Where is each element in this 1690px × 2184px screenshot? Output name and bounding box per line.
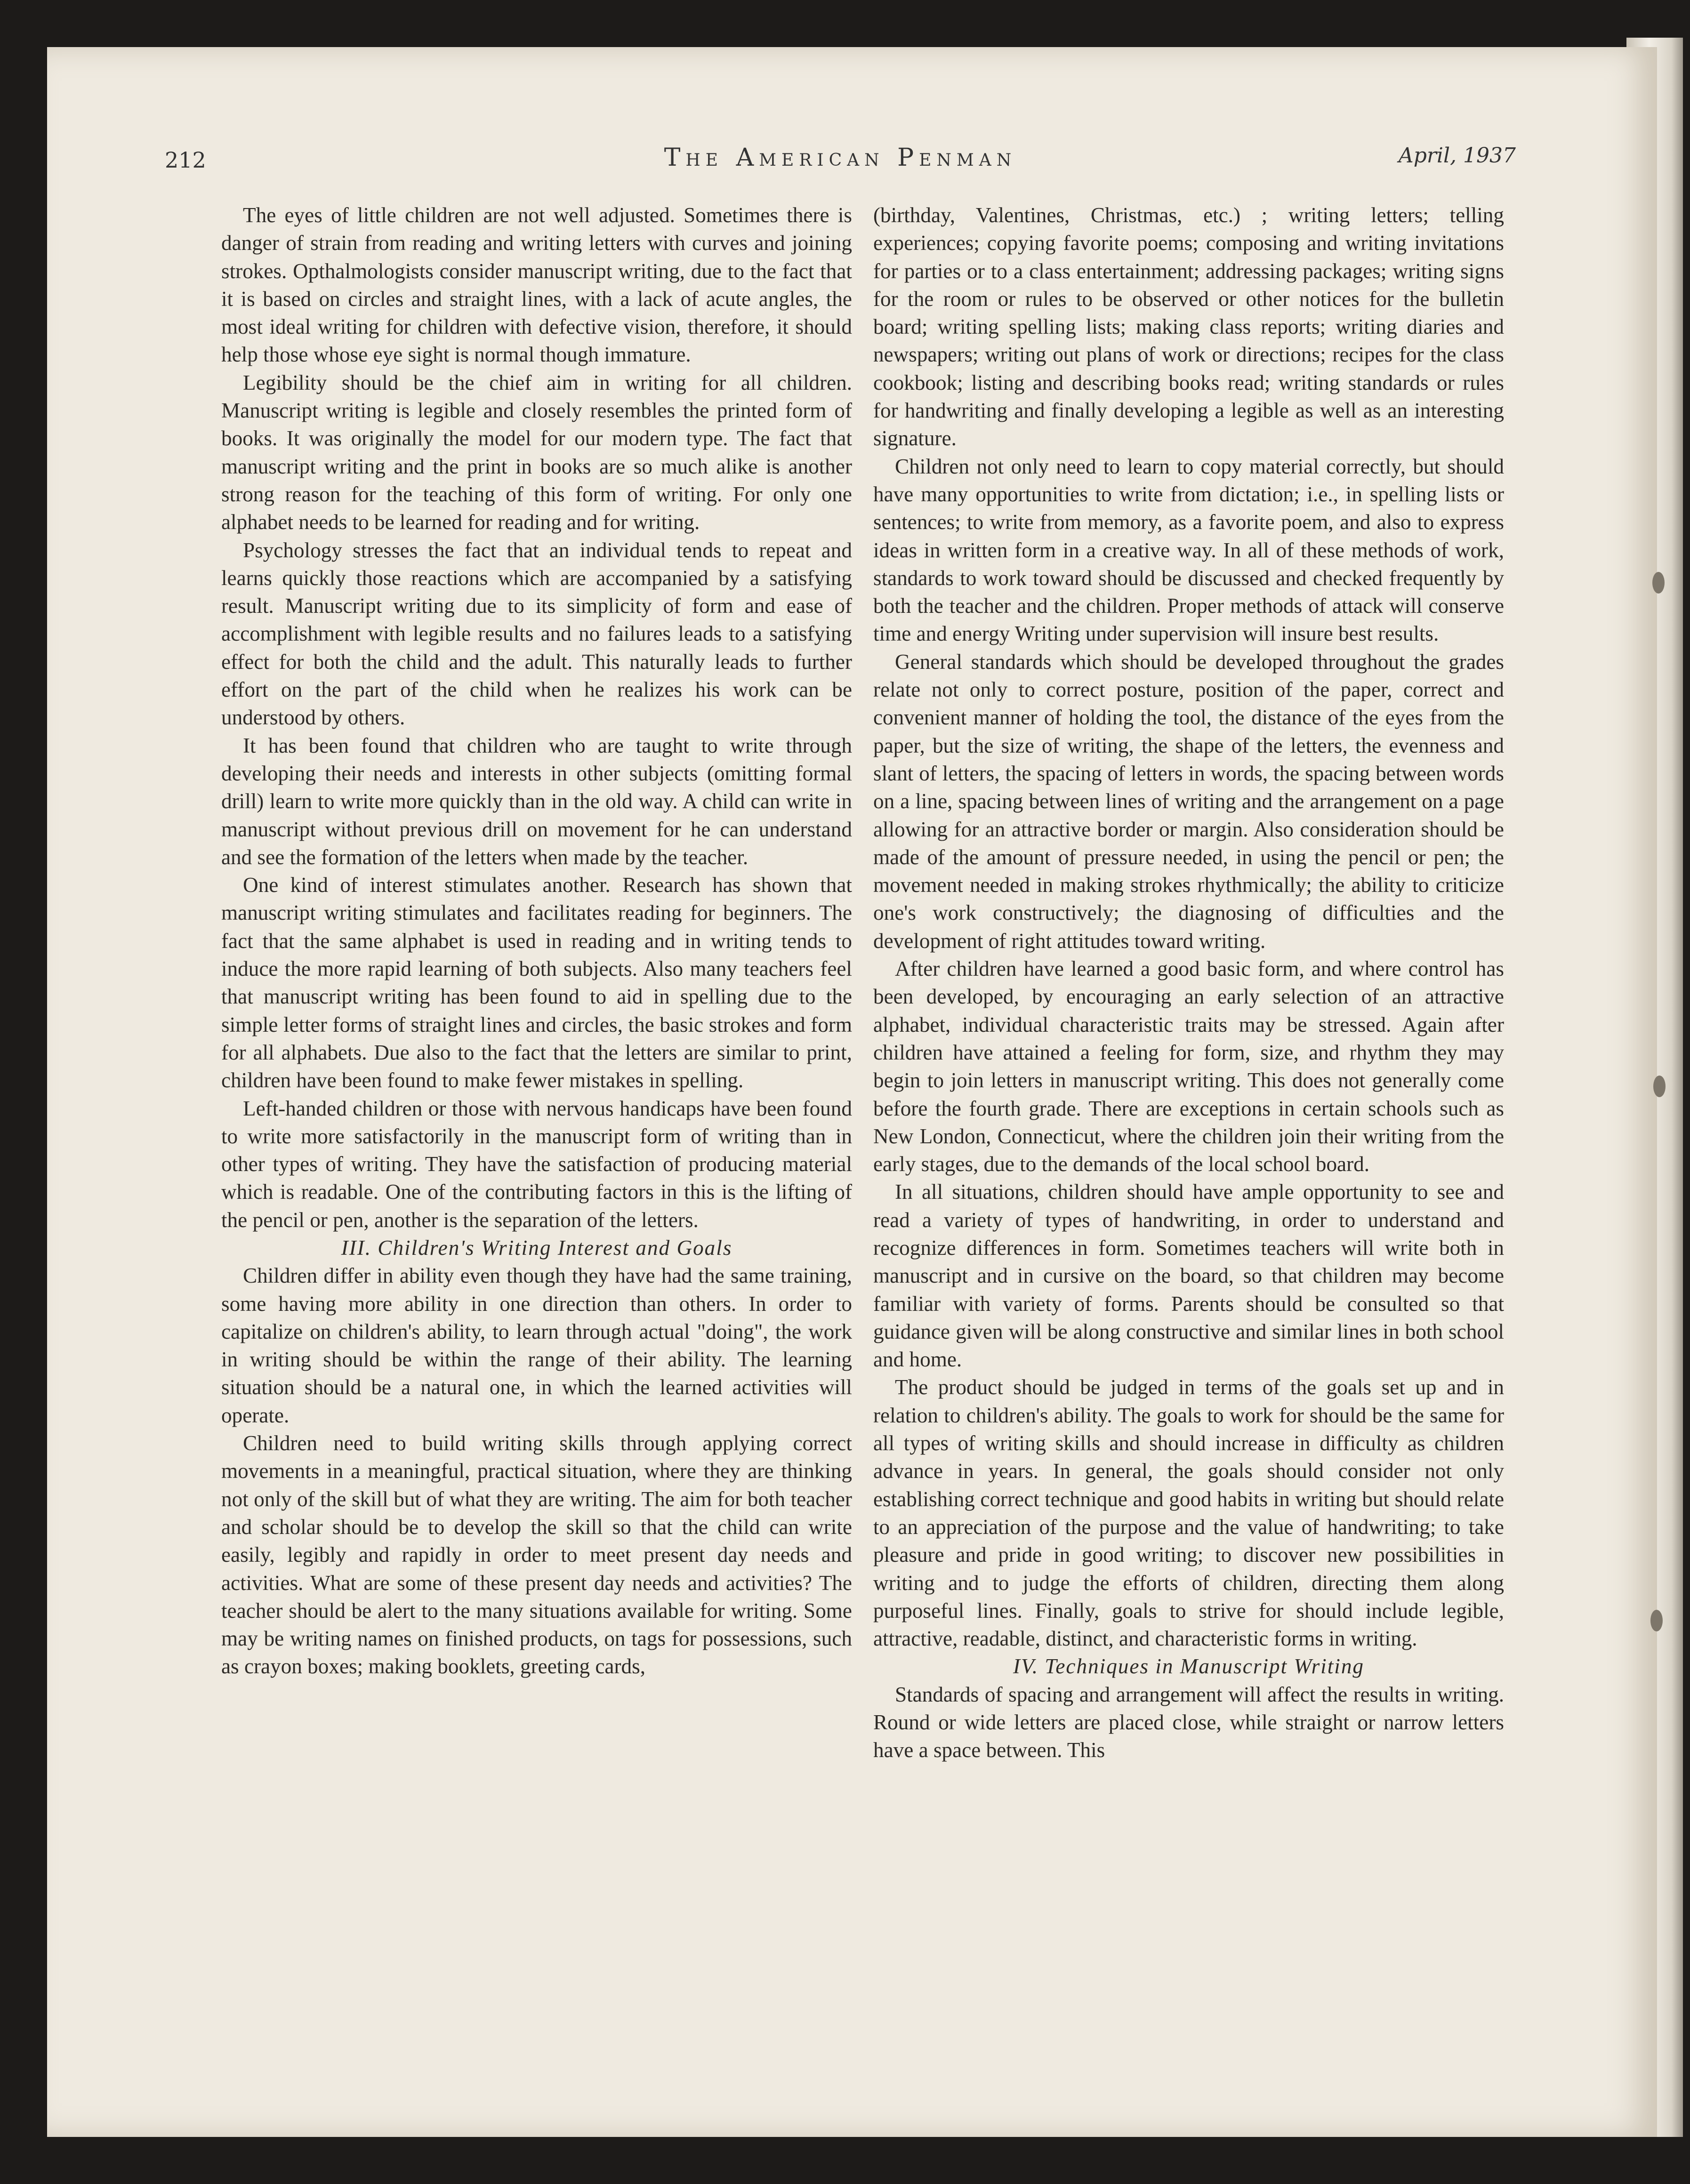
issue-date: April, 1937 <box>1398 144 1516 168</box>
paragraph: The product should be judged in terms of the goals set up and in relation to children's ability. The goals to work for should be the same for all types of writing skills and should increase in difficulty as children advance in years. In general, the goals should consider not only establishing correct technique and good habits in writing but should relate to an appreciation of the purpose and the value of handwriting; to take pleasure and pride in good writing; to discover new possibilities in writing and to judge the efforts of children, directing them along purposeful lines. Finally, goals to strive for should include legible, attractive, readable, distinct, and characteristic forms in writing. <box>873 1375 1504 1651</box>
right-column <box>873 201 1504 1765</box>
binding-mark-2 <box>1653 1076 1666 1097</box>
section-heading: IV. Techniques in Manuscript Writing <box>1013 1654 1365 1678</box>
page-number: 212 <box>165 147 206 173</box>
continued-paragraph: (birthday, Valentines, Christmas, etc.) ; writing letters; telling experiences; copying favorite poems; composing and writing invitations for parties or to a class entertainment; addressing packages; writing signs for the room or rules to be observed or other notices for the bulletin board; writing spelling lists; making class reports; writing diaries and newspapers; writing out plans of work or directions; recipes for the class cookbook; listing and describing books read; writing standards or rules for handwriting and finally developing a legible as well as an interesting signature. <box>873 203 1504 450</box>
paragraph: General standards which should be developed throughout the grades relate not only to correct posture, position of the paper, correct and convenient manner of holding the tool, the distance of the eyes from the paper, but the size of writing, the shape of the letters, the evenness and slant of letters, the spacing of letters in words, the spacing between words on a line, spacing between lines of writing and the arrangement on a page allowing for an attractive border or margin. Also consideration should be made of the amount of pressure needed, in using the pencil or pen; the movement needed in making strokes rhythmically; the ability to criticize one's work constructively; the diagnosing of difficulties and the development of right attitudes toward writing. <box>873 650 1504 953</box>
binding-mark-3 <box>1650 1610 1663 1631</box>
paragraph: Standards of spacing and arrangement will affect the results in writing. Round or wide letters are placed close, while straight or narrow letters have a space between. This <box>873 1682 1504 1762</box>
paragraph: In all situations, children should have ample opportunity to see and read a variety of types of handwriting, in order to understand and recognize differences in form. Sometimes teachers will write both in manuscript and in cursive on the board, so that children may become familiar with variety of forms. Parents should be consulted so that guidance given will be along constructive and similar lines in both school and home. <box>873 1180 1504 1372</box>
paragraph: Children need to build writing skills through applying correct movements in a meaningful, practical situation, where they are thinking not only of the skill but of what they are writing. The aim for both teacher and scholar should be to develop the skill so that the child can write easily, legibly and rapidly in order to meet present day needs and activities. What are some of these present day needs and activities? The teacher should be alert to the many situations available for writing. Some may be writing names on finished products, on tags for possessions, such as crayon boxes; making booklets, greeting cards, <box>221 1431 852 1678</box>
page-header <box>165 144 1516 181</box>
paragraph: Children not only need to learn to copy material correctly, but should have many opportunities to write from dictation; i.e., in spelling lists or sentences; to write from memory, as a favorite poem, and also to express ideas in written form in a creative way. In all of these methods of work, standards to work toward should be discussed and checked frequently by both the teacher and the children. Proper methods of attack will conserve time and energy Writing under supervision will insure best results. <box>873 454 1504 646</box>
section-heading: III. Children's Writing Interest and Goals <box>341 1236 732 1260</box>
paragraph: Psychology stresses the fact that an individual tends to repeat and learns quickly those reactions which are accompanied by a satisfying result. Manuscript writing due to its simplicity of form and ease of accomplishment with legible results and no failures leads to a satisfying effect for both the child and the adult. This naturally leads to further effort on the part of the child when he realizes his work can be understood by others. <box>221 538 852 730</box>
paragraph: Left-handed children or those with nervous handicaps have been found to write more satisfactorily in the manuscript form of writing than in other types of writing. They have the satisfaction of producing material which is readable. One of the contributing factors in this is the lifting of the pencil or pen, another is the separation of the letters. <box>221 1096 852 1232</box>
paragraph: One kind of interest stimulates another. Research has shown that manuscript writing stimulates and facilitates reading for beginners. The fact that the same alphabet is used in reading and in writing tends to induce the more rapid learning of both subjects. Also many teachers feel that manuscript writing has been found to aid in spelling due to the simple letter forms of straight lines and circles, the basic strokes and form for all alphabets. Due also to the fact that the letters are similar to print, children have been found to make fewer mistakes in spelling. <box>221 873 852 1092</box>
paragraph: The eyes of little children are not well adjusted. Sometimes there is danger of strain from reading and writing letters with curves and joining strokes. Opthalmologists consider manuscript writing, due to the fact that it is based on circles and straight lines, with a lack of acute angles, the most ideal writing for children with defective vision, therefore, it should help those whose eye sight is normal though immature. <box>221 203 852 367</box>
paragraph: After children have learned a good basic form, and where control has been developed, by encouraging an early selection of an attractive alphabet, individual characteristic traits may be stressed. Again after children have attained a feeling for form, size, and rhythm they may begin to join letters in manuscript writing. This does not generally come before the fourth grade. There are exceptions in certain schools such as New London, Connecticut, where the children join their writing from the early stages, due to the demands of the local school board. <box>873 957 1504 1176</box>
journal-title: The American Penman <box>664 144 1017 172</box>
left-column <box>221 201 852 1681</box>
paragraph: Children differ in ability even though they have had the same training, some having more ability in one direction than others. In order to capitalize on children's ability, to learn through actual "doing", the work in writing should be within the range of their ability. The learning situation should be a natural one, in which the learned activities will operate. <box>221 1264 852 1427</box>
binding-mark-1 <box>1652 572 1665 594</box>
paragraph: It has been found that children who are taught to write through developing their needs and interests in other subjects (omitting formal drill) learn to write more quickly than in the old way. A child can write in manuscript without previous drill on movement for he can understand and see the formation of the letters when made by the teacher. <box>221 733 852 869</box>
paragraph: Legibility should be the chief aim in writing for all children. Manuscript writing is legible and closely resembles the printed form of books. It was originally the model for our modern type. The fact that manuscript writing and the print in books are so much alike is another strong reason for the teaching of this form of writing. For only one alphabet needs to be learned for reading and for writing. <box>221 370 852 534</box>
